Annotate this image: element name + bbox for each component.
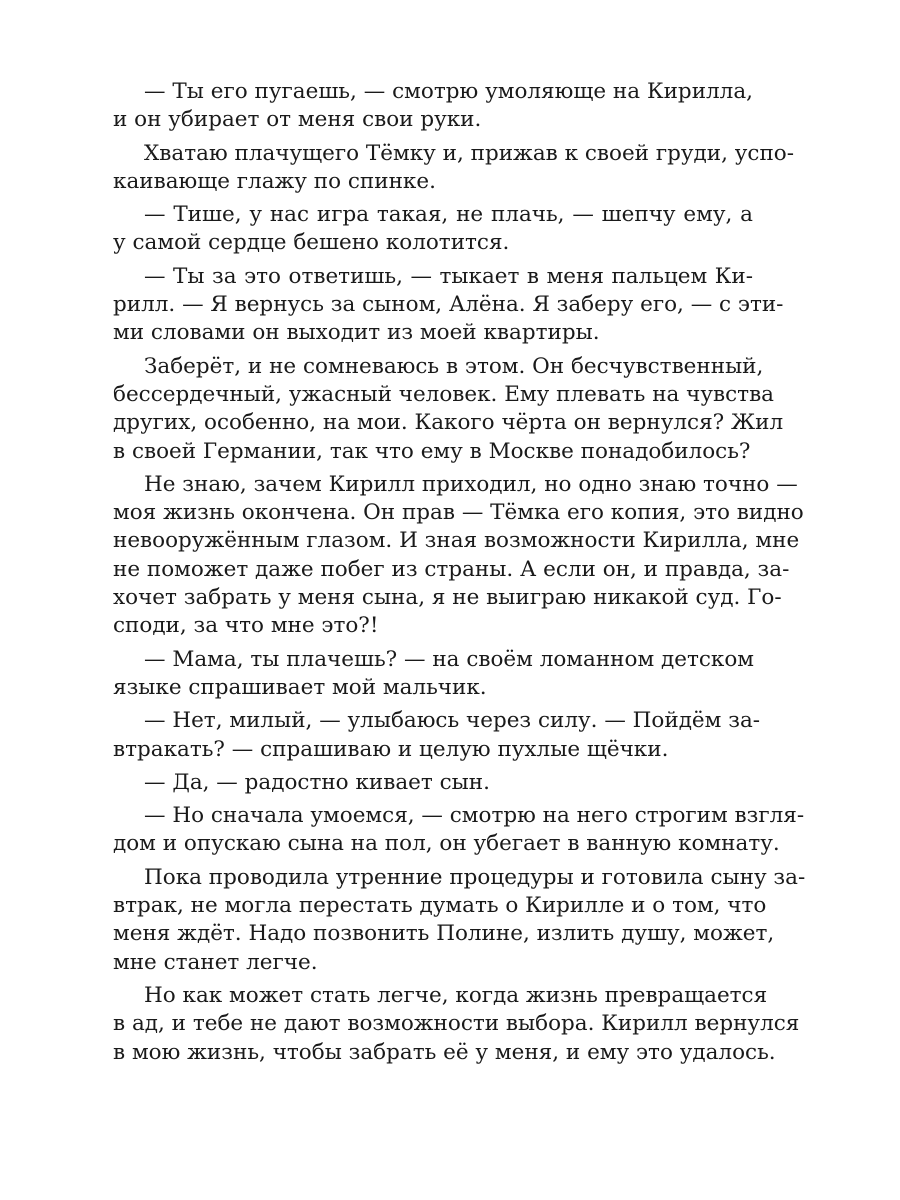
text-line: Не знаю, зачем Кирилл приходил, но одно знаю точно — bbox=[144, 471, 798, 497]
text-line: и он убирает от меня свои руки. bbox=[113, 107, 482, 133]
text-line: втрак, не могла перестать думать о Кирилле и о том, что bbox=[113, 893, 767, 919]
paragraph bbox=[113, 982, 800, 1067]
text-line: невооружённым глазом. И зная возможности Кирилла, мне bbox=[113, 528, 800, 554]
text-line: бессердечный, ужасный человек. Ему плевать на чувства bbox=[113, 381, 774, 407]
text-line: хочет забрать у меня сына, я не выиграю никакой суд. Го- bbox=[113, 585, 782, 611]
paragraph bbox=[113, 263, 784, 348]
paragraph bbox=[113, 802, 805, 859]
text-line: — Да, — радостно кивает сын. bbox=[144, 769, 490, 795]
text-line: Пока проводила утренние процедуры и готовила сыну за- bbox=[144, 864, 806, 890]
paragraph bbox=[113, 471, 804, 641]
text-line: моя жизнь окончена. Он прав — Тёмка его копия, это видно bbox=[113, 500, 804, 526]
text-line: — Ты его пугаешь, — смотрю умоляюще на Кирилла, bbox=[144, 79, 753, 104]
paragraph bbox=[113, 353, 784, 466]
text-line: у самой сердце бешено колотится. bbox=[113, 230, 510, 256]
text-line: втракать? — спрашиваю и целую пухлые щёчки. bbox=[113, 736, 669, 762]
text-line: мне станет легче. bbox=[113, 949, 318, 975]
text-line: дом и опускаю сына на пол, он убегает в ванную комнату. bbox=[113, 831, 780, 857]
text-line: не поможет даже побег из страны. А если он, и правда, за- bbox=[113, 556, 790, 582]
text-line: каивающе глажу по спинке. bbox=[113, 168, 436, 194]
text-line: в мою жизнь, чтобы забрать её у меня, и ему это удалось. bbox=[113, 1039, 776, 1065]
text-line: языке спрашивает мой мальчик. bbox=[113, 674, 487, 700]
text-line: рилл. — Я вернусь за сыном, Алёна. Я заберу его, — с эти- bbox=[113, 292, 784, 318]
text-line: — Мама, ты плачешь? — на своём ломанном детском bbox=[144, 646, 755, 672]
text-line: — Нет, милый, — улыбаюсь через силу. — Пойдём за- bbox=[144, 708, 761, 734]
text-line: других, особенно, на мои. Какого чёрта он вернулся? Жил bbox=[113, 410, 784, 436]
paragraph bbox=[113, 707, 761, 764]
text-line: ми словами он выходит из моей квартиры. bbox=[113, 320, 600, 346]
text-line: в ад, и тебе не дают возможности выбора. Кирилл вернулся bbox=[113, 1011, 800, 1037]
body-text bbox=[113, 78, 806, 1072]
text-line: Но как может стать легче, когда жизнь превращается bbox=[144, 982, 768, 1008]
paragraph bbox=[113, 78, 753, 135]
text-line: Заберёт, и не сомневаюсь в этом. Он бесчувственный, bbox=[144, 353, 764, 379]
paragraph bbox=[113, 646, 753, 703]
paragraph bbox=[113, 140, 794, 197]
text-line: Хватаю плачущего Тёмку и, прижав к своей груди, успо- bbox=[144, 140, 794, 166]
text-line: — Ты за это ответишь, — тыкает в меня пальцем Ки- bbox=[144, 263, 753, 289]
text-line: в своей Германии, так что ему в Москве понадобилось? bbox=[113, 438, 751, 464]
text-line: меня ждёт. Надо позвонить Полине, излить душу, может, bbox=[113, 921, 775, 947]
paragraph bbox=[113, 864, 806, 977]
paragraph bbox=[113, 769, 753, 797]
text-line: — Но сначала умоемся, — смотрю на него строгим взгля- bbox=[144, 803, 805, 829]
paragraph bbox=[113, 201, 753, 258]
text-line: — Тише, у нас игра такая, не плачь, — шепчу ему, а bbox=[144, 202, 753, 228]
text-line: споди, за что мне это?! bbox=[113, 613, 379, 639]
